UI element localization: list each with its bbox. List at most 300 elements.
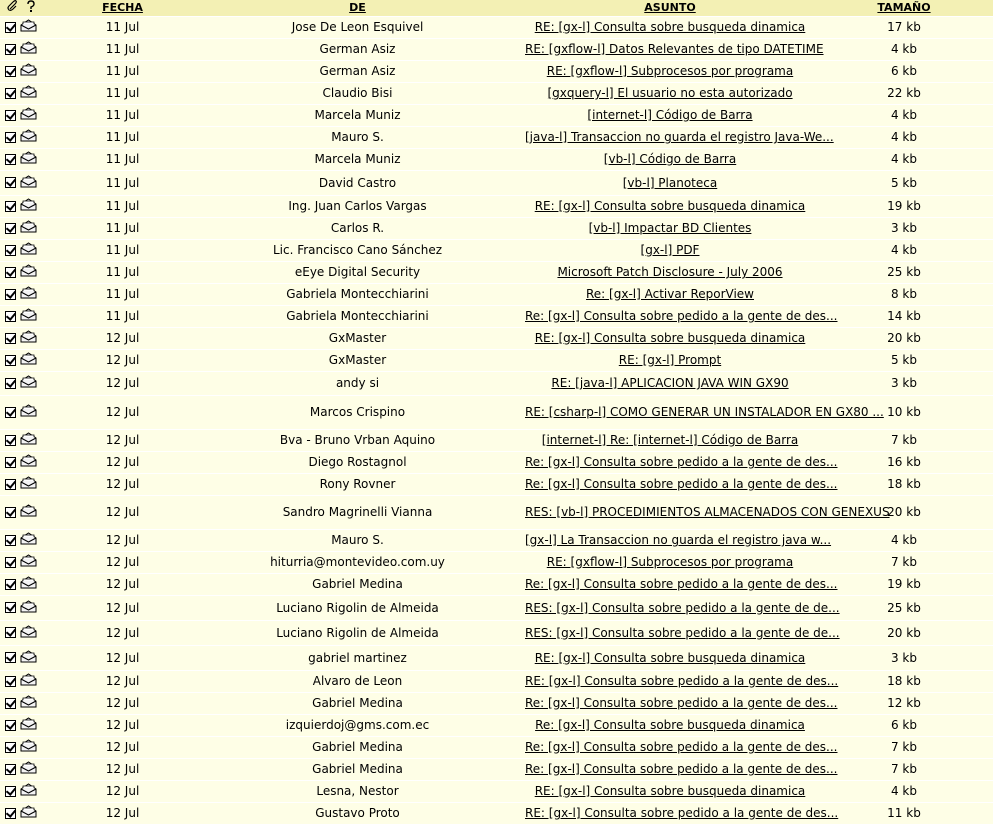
message-row[interactable] — [0, 595, 993, 620]
select-checkbox[interactable] — [5, 154, 16, 165]
sender-cell: German Asiz — [190, 60, 525, 82]
subject-link[interactable]: [java-l] Transaccion no guarda el registro Java-We... — [525, 130, 834, 144]
message-row[interactable] — [0, 261, 993, 283]
row-icons-cell — [0, 780, 55, 802]
subject-cell — [525, 620, 840, 645]
subject-cell — [525, 349, 815, 371]
size-cell: 25 kb — [815, 595, 993, 620]
subject-link[interactable]: Re: [gx-l] Consulta sobre pedido a la gente de des... — [525, 477, 838, 491]
select-checkbox[interactable] — [5, 132, 16, 143]
row-icons-cell — [0, 217, 55, 239]
row-icons-cell — [0, 573, 55, 595]
size-cell: 4 kb — [815, 104, 993, 126]
select-checkbox[interactable] — [5, 808, 16, 819]
message-row[interactable] — [0, 327, 993, 349]
select-checkbox[interactable] — [5, 44, 16, 55]
open-envelope-icon — [20, 151, 37, 167]
column-header-subject[interactable] — [525, 0, 815, 16]
date-cell: 12 Jul — [55, 620, 190, 645]
open-envelope-icon — [20, 454, 37, 470]
subject-cell — [525, 780, 815, 802]
open-envelope-icon — [20, 264, 37, 280]
row-icons-cell — [0, 736, 55, 758]
select-checkbox[interactable] — [5, 407, 16, 418]
subject-link[interactable]: [vb-l] Impactar BD Clientes — [588, 221, 752, 235]
date-cell: 11 Jul — [55, 82, 190, 104]
subject-cell — [525, 595, 840, 620]
subject-cell — [525, 758, 838, 780]
table-header-row — [0, 0, 993, 16]
date-cell: 11 Jul — [55, 195, 190, 217]
subject-link[interactable]: RE: [gx-l] Consulta sobre busqueda dinamica — [534, 784, 806, 798]
open-envelope-icon — [20, 650, 37, 666]
open-envelope-icon — [20, 286, 37, 302]
select-checkbox[interactable] — [5, 602, 16, 613]
sender-cell: Lesna, Nestor — [190, 780, 525, 802]
attachment-icon[interactable] — [7, 0, 19, 15]
subject-cell — [525, 429, 815, 451]
size-cell: 6 kb — [815, 714, 993, 736]
message-row[interactable] — [0, 692, 993, 714]
open-envelope-icon — [20, 175, 37, 191]
sender-cell: GxMaster — [190, 327, 525, 349]
sort-by-date-link[interactable]: FECHA — [102, 1, 143, 15]
message-row[interactable] — [0, 714, 993, 736]
row-icons-cell — [0, 60, 55, 82]
open-envelope-icon — [20, 19, 37, 35]
date-cell: 12 Jul — [55, 451, 190, 473]
row-icons-cell — [0, 261, 55, 283]
subject-link[interactable]: RE: [gxflow-l] Subprocesos por programa — [546, 64, 794, 78]
sender-cell: David Castro — [190, 170, 525, 195]
subject-cell — [525, 692, 838, 714]
message-row[interactable] — [0, 239, 993, 261]
subject-link[interactable]: RE: [gx-l] Consulta sobre busqueda dinamica — [534, 199, 806, 213]
message-row[interactable] — [0, 529, 993, 551]
subject-link[interactable]: Re: [gx-l] Consulta sobre pedido a la gente de des... — [525, 696, 838, 710]
date-cell: 12 Jul — [55, 529, 190, 551]
sender-cell: Alvaro de Leon — [190, 670, 525, 692]
select-checkbox[interactable] — [5, 627, 16, 638]
size-cell: 6 kb — [815, 60, 993, 82]
row-icons-cell — [0, 195, 55, 217]
size-cell: 4 kb — [815, 529, 993, 551]
subject-link[interactable]: RE: [gxflow-l] Subprocesos por programa — [546, 555, 794, 569]
subject-link[interactable]: RES: [vb-l] PROCEDIMIENTOS ALMACENADOS CON GENEXUS — [525, 505, 890, 519]
subject-cell — [525, 148, 815, 170]
select-checkbox[interactable] — [5, 22, 16, 33]
open-envelope-icon — [20, 404, 37, 420]
date-cell: 12 Jul — [55, 802, 190, 824]
row-icons-cell — [0, 451, 55, 473]
size-cell: 22 kb — [815, 82, 993, 104]
message-row[interactable] — [0, 349, 993, 371]
select-checkbox[interactable] — [5, 535, 16, 546]
subject-cell — [525, 16, 815, 38]
subject-link[interactable]: RE: [gx-l] Prompt — [618, 353, 722, 367]
subject-cell — [525, 736, 838, 758]
subject-cell — [525, 261, 815, 283]
open-envelope-icon — [20, 532, 37, 548]
message-row[interactable] — [0, 551, 993, 573]
subject-link[interactable]: [vb-l] Planoteca — [622, 175, 718, 190]
sort-by-from-link[interactable]: DE — [349, 1, 366, 15]
subject-link[interactable]: Re: [gx-l] Consulta sobre pedido a la gente de des... — [525, 577, 838, 591]
open-envelope-icon — [20, 63, 37, 79]
subject-cell — [525, 473, 838, 495]
message-row[interactable] — [0, 148, 993, 170]
subject-cell — [525, 495, 890, 529]
sender-cell: andy si — [190, 371, 525, 395]
size-cell: 4 kb — [815, 780, 993, 802]
open-envelope-icon — [20, 198, 37, 214]
row-icons-cell — [0, 239, 55, 261]
select-checkbox[interactable] — [5, 88, 16, 99]
subject-link[interactable]: [gx-l] La Transaccion no guarda el registro java w... — [525, 533, 832, 547]
sender-cell: Ing. Juan Carlos Vargas — [190, 195, 525, 217]
open-envelope-icon — [20, 107, 37, 123]
open-envelope-icon — [20, 85, 37, 101]
sender-cell: Marcela Muniz — [190, 104, 525, 126]
subject-cell — [525, 371, 815, 395]
subject-link[interactable]: RES: [gx-l] Consulta sobre pedido a la gente de de... — [525, 600, 840, 615]
row-icons-cell — [0, 16, 55, 38]
subject-cell — [525, 60, 815, 82]
message-row[interactable] — [0, 495, 993, 529]
sender-cell: Gabriel Medina — [190, 692, 525, 714]
row-icons-cell — [0, 327, 55, 349]
subject-link[interactable]: RE: [java-l] APLICACION JAVA WIN GX90 — [551, 376, 789, 390]
subject-link[interactable]: RE: [gx-l] Consulta sobre busqueda dinamica — [534, 650, 806, 665]
date-cell: 12 Jul — [55, 429, 190, 451]
row-icons-cell — [0, 473, 55, 495]
date-cell: 12 Jul — [55, 349, 190, 371]
sender-cell: GxMaster — [190, 349, 525, 371]
date-cell: 12 Jul — [55, 371, 190, 395]
message-row[interactable] — [0, 305, 993, 327]
subject-cell — [525, 305, 838, 327]
sender-cell: Marcos Crispino — [190, 395, 525, 429]
subject-cell — [525, 283, 815, 305]
sender-cell: Gabriel Medina — [190, 573, 525, 595]
subject-link[interactable]: RE: [gx-l] Consulta sobre pedido a la gente de des... — [525, 806, 839, 820]
row-icons-cell — [0, 495, 55, 529]
date-cell: 12 Jul — [55, 495, 190, 529]
message-row[interactable] — [0, 758, 993, 780]
select-checkbox[interactable] — [5, 479, 16, 490]
open-envelope-icon — [20, 476, 37, 492]
message-row[interactable] — [0, 126, 993, 148]
subject-cell — [525, 573, 838, 595]
size-cell: 3 kb — [815, 645, 993, 670]
message-row[interactable] — [0, 82, 993, 104]
row-icons-cell — [0, 148, 55, 170]
date-cell: 12 Jul — [55, 670, 190, 692]
row-icons-cell — [0, 758, 55, 780]
date-cell: 12 Jul — [55, 692, 190, 714]
date-cell: 11 Jul — [55, 60, 190, 82]
subject-link[interactable]: Re: [gx-l] Activar ReporView — [586, 287, 754, 301]
open-envelope-icon — [20, 695, 37, 711]
message-row[interactable] — [0, 473, 993, 495]
open-envelope-icon — [20, 625, 37, 641]
sender-cell: Mauro S. — [190, 529, 525, 551]
row-icons-cell — [0, 104, 55, 126]
select-checkbox[interactable] — [5, 742, 16, 753]
subject-cell — [525, 670, 839, 692]
size-cell: 3 kb — [815, 217, 993, 239]
date-cell: 11 Jul — [55, 305, 190, 327]
row-icons-cell — [0, 429, 55, 451]
sender-cell: Luciano Rigolin de Almeida — [190, 595, 525, 620]
date-cell: 11 Jul — [55, 38, 190, 60]
select-checkbox[interactable] — [5, 557, 16, 568]
date-cell: 11 Jul — [55, 217, 190, 239]
sender-cell: Claudio Bisi — [190, 82, 525, 104]
message-row[interactable] — [0, 60, 993, 82]
row-icons-cell — [0, 551, 55, 573]
open-envelope-icon — [20, 761, 37, 777]
open-envelope-icon — [20, 220, 37, 236]
subject-cell — [525, 195, 815, 217]
date-cell: 12 Jul — [55, 595, 190, 620]
sender-cell: Gabriela Montecchiarini — [190, 283, 525, 305]
size-cell: 5 kb — [815, 170, 993, 195]
date-cell: 12 Jul — [55, 551, 190, 573]
subject-link[interactable]: RE: [gxflow-l] Datos Relevantes de tipo DATETIME — [525, 42, 824, 56]
select-checkbox[interactable] — [5, 652, 16, 663]
subject-cell — [525, 714, 815, 736]
subject-link[interactable]: RE: [gx-l] Consulta sobre busqueda dinamica — [534, 20, 806, 34]
select-checkbox[interactable] — [5, 457, 16, 468]
column-header-date[interactable] — [55, 0, 190, 16]
subject-cell — [525, 451, 838, 473]
size-cell: 7 kb — [815, 758, 993, 780]
size-cell: 20 kb — [815, 327, 993, 349]
size-cell: 10 kb — [815, 395, 993, 429]
row-icons-cell — [0, 645, 55, 670]
date-cell: 11 Jul — [55, 261, 190, 283]
sender-cell: eEye Digital Security — [190, 261, 525, 283]
date-cell: 11 Jul — [55, 126, 190, 148]
open-envelope-icon — [20, 308, 37, 324]
open-envelope-icon — [20, 673, 37, 689]
message-row[interactable] — [0, 780, 993, 802]
row-icons-cell — [0, 283, 55, 305]
size-cell: 5 kb — [815, 349, 993, 371]
subject-link[interactable]: [internet-l] Re: [internet-l] Código de Barra — [541, 433, 799, 447]
select-checkbox[interactable] — [5, 267, 16, 278]
subject-link[interactable]: Microsoft Patch Disclosure - July 2006 — [557, 265, 783, 279]
date-cell: 11 Jul — [55, 170, 190, 195]
message-row[interactable] — [0, 451, 993, 473]
message-row[interactable] — [0, 429, 993, 451]
row-icons-cell — [0, 692, 55, 714]
select-checkbox[interactable] — [5, 720, 16, 731]
message-row[interactable] — [0, 170, 993, 195]
select-checkbox[interactable] — [5, 435, 16, 446]
size-cell: 7 kb — [815, 736, 993, 758]
open-envelope-icon — [20, 41, 37, 57]
sender-cell: Bva - Bruno Vrban Aquino — [190, 429, 525, 451]
size-cell: 18 kb — [815, 670, 993, 692]
subject-link[interactable]: RE: [csharp-l] COMO GENERAR UN INSTALADOR EN GX80 ... — [525, 405, 884, 419]
select-checkbox[interactable] — [5, 311, 16, 322]
sender-cell: hiturria@montevideo.com.uy — [190, 551, 525, 573]
sender-cell: izquierdoj@gms.com.ec — [190, 714, 525, 736]
message-row[interactable] — [0, 16, 993, 38]
subject-link[interactable]: Re: [gx-l] Consulta sobre pedido a la gente de des... — [525, 762, 838, 776]
column-header-size[interactable] — [815, 0, 993, 16]
select-checkbox[interactable] — [5, 786, 16, 797]
date-cell: 12 Jul — [55, 736, 190, 758]
subject-cell — [525, 529, 832, 551]
row-icons-cell — [0, 395, 55, 429]
size-cell: 11 kb — [815, 802, 993, 824]
select-checkbox[interactable] — [5, 201, 16, 212]
row-icons-cell — [0, 305, 55, 327]
select-checkbox[interactable] — [5, 764, 16, 775]
size-cell: 7 kb — [815, 429, 993, 451]
select-checkbox[interactable] — [5, 676, 16, 687]
subject-cell — [525, 239, 815, 261]
sender-cell: Sandro Magrinelli Vianna — [190, 495, 525, 529]
row-icons-cell — [0, 670, 55, 692]
row-icons-cell — [0, 714, 55, 736]
size-cell: 17 kb — [815, 16, 993, 38]
row-icons-cell — [0, 595, 55, 620]
sender-cell: Carlos R. — [190, 217, 525, 239]
message-row[interactable] — [0, 802, 993, 824]
select-checkbox[interactable] — [5, 698, 16, 709]
open-envelope-icon — [20, 805, 37, 821]
message-row[interactable] — [0, 736, 993, 758]
message-row[interactable] — [0, 217, 993, 239]
subject-cell — [525, 126, 834, 148]
sort-by-size-link[interactable]: TAMAÑO — [877, 1, 931, 15]
sender-cell: Gabriel Medina — [190, 736, 525, 758]
sender-cell: Gabriel Medina — [190, 758, 525, 780]
sender-cell: Rony Rovner — [190, 473, 525, 495]
select-checkbox[interactable] — [5, 177, 16, 188]
size-cell: 25 kb — [815, 261, 993, 283]
select-checkbox[interactable] — [5, 333, 16, 344]
subject-cell — [525, 327, 815, 349]
select-checkbox[interactable] — [5, 66, 16, 77]
subject-link[interactable]: [gx-l] PDF — [640, 243, 700, 257]
size-cell: 4 kb — [815, 239, 993, 261]
date-cell: 11 Jul — [55, 16, 190, 38]
select-checkbox[interactable] — [5, 245, 16, 256]
subject-cell — [525, 395, 884, 429]
subject-link[interactable]: [gxquery-l] El usuario no esta autorizado — [547, 86, 793, 100]
sender-cell: Marcela Muniz — [190, 148, 525, 170]
column-header-from[interactable] — [190, 0, 525, 16]
header-icons-cell — [0, 0, 55, 16]
size-cell: 19 kb — [815, 195, 993, 217]
sender-cell: Diego Rostagnol — [190, 451, 525, 473]
subject-link[interactable]: Re: [gx-l] Consulta sobre pedido a la gente de des... — [525, 309, 838, 323]
message-row[interactable] — [0, 645, 993, 670]
open-envelope-icon — [20, 783, 37, 799]
row-icons-cell — [0, 126, 55, 148]
size-cell: 7 kb — [815, 551, 993, 573]
subject-cell — [525, 645, 815, 670]
date-cell: 12 Jul — [55, 780, 190, 802]
size-cell: 20 kb — [815, 495, 993, 529]
subject-cell — [525, 38, 824, 60]
sender-cell: Gustavo Proto — [190, 802, 525, 824]
date-cell: 12 Jul — [55, 714, 190, 736]
date-cell: 12 Jul — [55, 573, 190, 595]
row-icons-cell — [0, 529, 55, 551]
size-cell: 18 kb — [815, 473, 993, 495]
subject-cell — [525, 551, 815, 573]
subject-cell — [525, 802, 839, 824]
open-envelope-icon — [20, 330, 37, 346]
open-envelope-icon — [20, 504, 37, 520]
select-checkbox[interactable] — [5, 378, 16, 389]
size-cell: 4 kb — [815, 148, 993, 170]
sender-cell: Jose De Leon Esquivel — [190, 16, 525, 38]
priority-icon[interactable] — [25, 0, 37, 15]
subject-link[interactable]: Re: [gx-l] Consulta sobre pedido a la gente de des... — [525, 455, 838, 469]
select-checkbox[interactable] — [5, 289, 16, 300]
size-cell: 12 kb — [815, 692, 993, 714]
subject-cell — [525, 104, 815, 126]
select-checkbox[interactable] — [5, 110, 16, 121]
sort-by-subject-link[interactable]: ASUNTO — [644, 1, 696, 15]
row-icons-cell — [0, 620, 55, 645]
date-cell: 11 Jul — [55, 283, 190, 305]
message-row[interactable] — [0, 620, 993, 645]
subject-link[interactable]: [vb-l] Código de Barra — [603, 152, 737, 166]
size-cell: 4 kb — [815, 38, 993, 60]
message-row[interactable] — [0, 670, 993, 692]
message-row[interactable] — [0, 38, 993, 60]
select-checkbox[interactable] — [5, 579, 16, 590]
message-row[interactable] — [0, 573, 993, 595]
subject-link[interactable]: RES: [gx-l] Consulta sobre pedido a la gente de de... — [525, 625, 840, 640]
select-checkbox[interactable] — [5, 355, 16, 366]
open-envelope-icon — [20, 242, 37, 258]
message-row[interactable] — [0, 371, 993, 395]
subject-link[interactable]: RE: [gx-l] Consulta sobre busqueda dinamica — [534, 331, 806, 345]
message-row[interactable] — [0, 104, 993, 126]
open-envelope-icon — [20, 739, 37, 755]
date-cell: 11 Jul — [55, 148, 190, 170]
message-row[interactable] — [0, 195, 993, 217]
subject-link[interactable]: Re: [gx-l] Consulta sobre busqueda dinamica — [535, 718, 805, 732]
date-cell: 12 Jul — [55, 473, 190, 495]
size-cell: 8 kb — [815, 283, 993, 305]
select-checkbox[interactable] — [5, 223, 16, 234]
subject-link[interactable]: Re: [gx-l] Consulta sobre pedido a la gente de des... — [525, 740, 838, 754]
subject-link[interactable]: RE: [gx-l] Consulta sobre pedido a la gente de des... — [525, 674, 839, 688]
select-checkbox[interactable] — [5, 507, 16, 518]
open-envelope-icon — [20, 600, 37, 616]
date-cell: 11 Jul — [55, 239, 190, 261]
size-cell: 16 kb — [815, 451, 993, 473]
size-cell: 20 kb — [815, 620, 993, 645]
row-icons-cell — [0, 82, 55, 104]
open-envelope-icon — [20, 375, 37, 391]
message-row[interactable] — [0, 283, 993, 305]
date-cell: 12 Jul — [55, 645, 190, 670]
open-envelope-icon — [20, 352, 37, 368]
message-row[interactable] — [0, 395, 993, 429]
subject-link[interactable]: [internet-l] Código de Barra — [587, 108, 753, 122]
